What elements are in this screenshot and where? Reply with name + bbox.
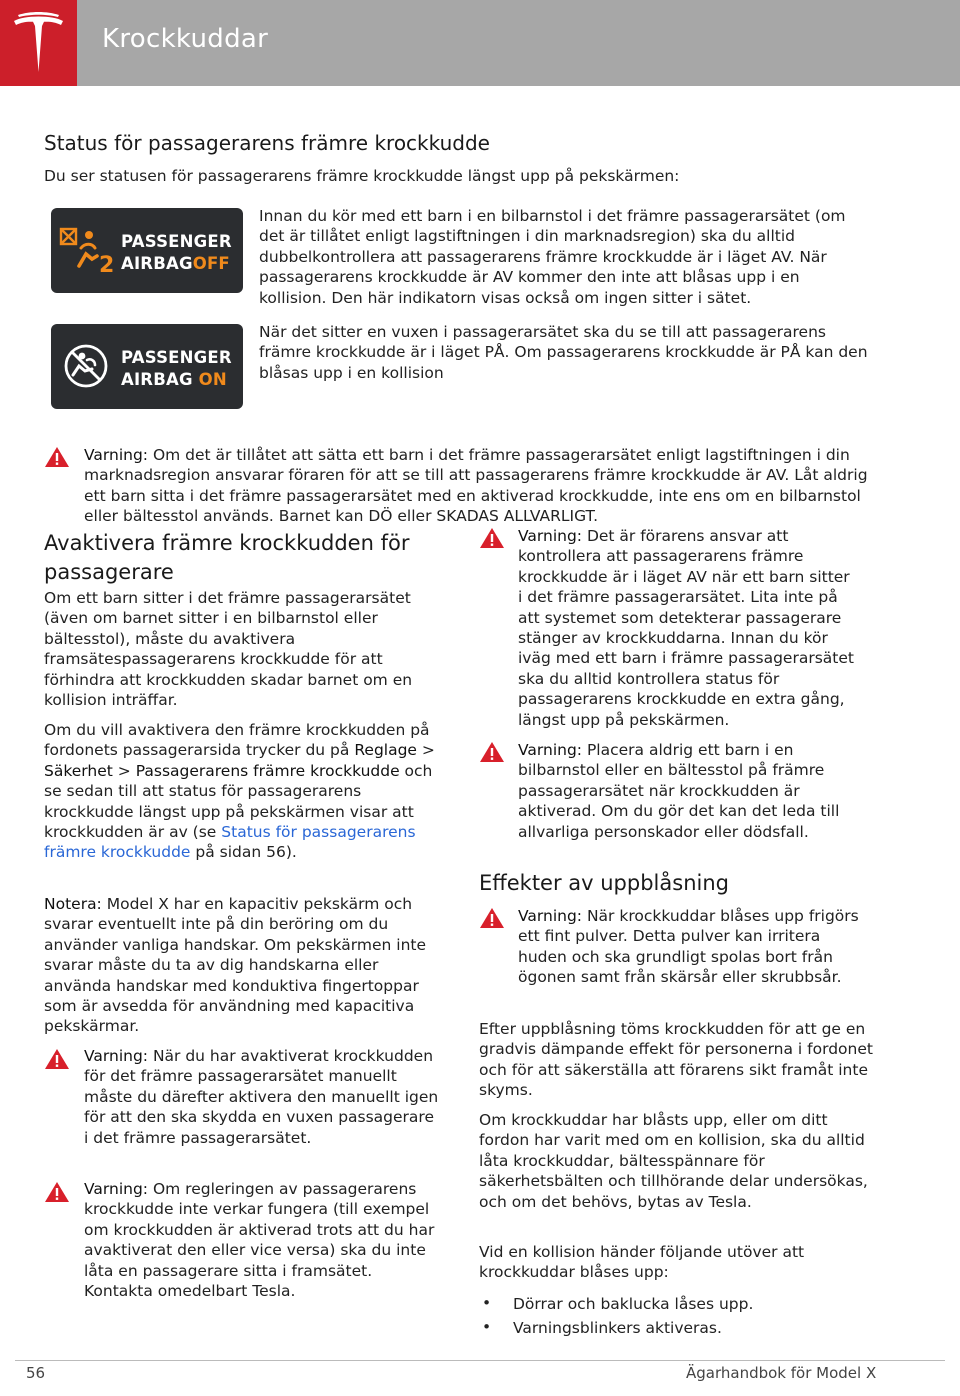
passenger-airbag-on-indicator xyxy=(51,324,243,409)
effects-paragraph-1: Efter uppblåsning töms krockkudden för att ge en gradvis dämpande effekt för personerna i fordonet och för att säkerställa att förarens sikt framåt inte skyms. xyxy=(479,1020,873,1100)
status-section-link[interactable]: Status för passagerarens främre krockkudde xyxy=(44,823,416,862)
warning-icon xyxy=(44,1181,70,1203)
deactivate-paragraph-1: Om ett barn sitter i det främre passagerarsätet (även om barnet sitter i en bilbarnstol eller bältesstol), måste du avaktivera framsätespassagerarens krockkudde för att förhindra att krockkudden skadar barnet om en kollision inträffar. xyxy=(44,589,413,710)
airbag-on-icon xyxy=(59,342,117,392)
child-seat-warning: Varning: Placera aldrig ett barn i en bilbarnstol eller en bältesstol på främre passagerarsätet när krockkudden är aktiverad. Om du gör det kan det leda till allvarliga personskador eller dödsfall. xyxy=(518,741,840,841)
effects-paragraph-2: Om krockkuddar har blåsts upp, eller om ditt fordon har varit med om en kollision, ska du alltid låta krockkuddar, bältesspännare för säkerhetsbälten och tillhörande delar undersökas, och om det behövs, bytas av Tesla. xyxy=(479,1111,868,1211)
effects-paragraph-3: Vid en kollision händer följande utöver att krockkuddar blåses upp: xyxy=(479,1243,805,1282)
warning-icon xyxy=(479,527,505,549)
tesla-logo-icon xyxy=(12,12,65,74)
status-heading: Status för passagerarens främre krockkudde xyxy=(44,131,490,155)
tesla-logo xyxy=(0,0,77,86)
badge-airbag-off-label: AIRBAGOFF xyxy=(121,254,230,273)
footer-title: Ägarhandbok för Model X xyxy=(686,1364,877,1382)
status-warning: Varning: Om det är tillåtet att sätta ett barn i det främre passagerarsätet enligt lagstiftningen i din marknadsregion ansvarar föraren för att se till att passagerarens främre krockkudde är AV. Låt aldrig ett barn sitta i det främre passagerarsätet med en aktiverad krockkudde, inte ens om en bilbarnstol eller bältesstol används. Barnet kan DÖ eller SKADAS ALLVARLIGT. xyxy=(84,446,868,526)
warning-icon xyxy=(479,741,505,763)
touchscreen-note: Notera: Model X har en kapacitiv pekskärm och svarar eventuellt inte på din beröring om du använder vanliga handskar. Om pekskärmen inte svarar måste du ta av dig handskarna eller använda handskar med konduktiva fingertoppar som är avsedda för användning med kapacitiva pekskärmar. xyxy=(44,895,427,1036)
chapter-title: Krockkuddar xyxy=(102,24,269,54)
warning-icon xyxy=(44,446,70,468)
badge-airbag-on-label: AIRBAG ON xyxy=(121,370,227,389)
badge-passenger-label: PASSENGER xyxy=(121,232,232,251)
effects-heading: Effekter av uppblåsning xyxy=(479,871,729,895)
svg-text:2: 2 xyxy=(99,253,115,276)
bullet-marker: • xyxy=(482,1294,492,1312)
warning-icon xyxy=(44,1048,70,1070)
driver-responsibility-warning: Varning: Det är förarens ansvar att kontrollera att passagerarens främre krockkudde är i läget AV när ett barn sitter i det främre passagerarsätet. Lita inte på att systemet som detekterar passagerare stänger av krockkuddarna. Innan du kör iväg med ett barn i främre passagerarsätet ska du alltid kontrollera status för passagerarens krockkudde en extra gång, längst upp på pekskärmen. xyxy=(518,527,854,729)
warning-icon xyxy=(479,907,505,929)
deactivate-heading: Avaktivera främre krockkudden för passagerare xyxy=(44,531,410,584)
deactivate-warning-1: Varning: När du har avaktiverat krockkudden för det främre passagerarsätet manuellt måste du därefter aktivera den manuellt igen för att den ska skydda en vuxen passagerare i det främre passagerarsätet. xyxy=(84,1047,439,1147)
powder-warning: Varning: När krockkuddar blåses upp frigörs ett fint pulver. Detta pulver kan irritera huden och ska grundligt spolas bort från ögonen samt från skärsår eller skrubbsår. xyxy=(518,907,859,987)
bullet-marker: • xyxy=(482,1318,492,1336)
footer-divider xyxy=(15,1360,945,1361)
page-number: 56 xyxy=(26,1364,46,1382)
deactivate-warning-2: Varning: Om regleringen av passagerarens krockkudde inte verkar fungera (till exempel om krockkudden är aktiverad trots att du har avaktiverat den eller vice versa) ska du inte låta en passagerare sitta i framsätet. Kontakta omedelbart Tesla. xyxy=(84,1180,435,1301)
deactivate-paragraph-2: Om du vill avaktivera den främre krockkudden på fordonets passagerarsida trycker du på Reglage > Säkerhet > Passagerarens främre krockkudde och se sedan till att status för passagerarens krockkudde längst upp på pekskärmen visar att krockkudden är av (se Status för passagerarens främre krockkudde på sidan 56). xyxy=(44,721,435,862)
list-item: Varningsblinkers aktiveras. xyxy=(513,1319,722,1337)
list-item: Dörrar och baklucka låses upp. xyxy=(513,1295,754,1313)
passenger-airbag-off-indicator xyxy=(51,208,243,293)
status-intro: Du ser statusen för passagerarens främre krockkudde längst upp på pekskärmen: xyxy=(44,167,680,185)
airbag-off-icon xyxy=(59,226,117,276)
airbag-on-description: När det sitter en vuxen i passagerarsätet ska du se till att passagerarens främre krockkudde är i läget PÅ. Om passagerarens krockkudde är PÅ kan den blåsas upp i en kollision xyxy=(259,323,868,382)
airbag-off-description: Innan du kör med ett barn i en bilbarnstol i det främre passagerarsätet (om det är tillåtet enligt lagstiftningen i din marknadsregion) ska du alltid dubbelkontrollera att passagerarens främre krockkudde är i läget AV. När passagerarens krockkudde är AV kommer den inte att blåsas upp i en kollision. Den här indikatorn visas också om ingen sitter i sätet. xyxy=(259,207,846,307)
badge-passenger-label: PASSENGER xyxy=(121,348,232,367)
page-header xyxy=(0,0,960,86)
